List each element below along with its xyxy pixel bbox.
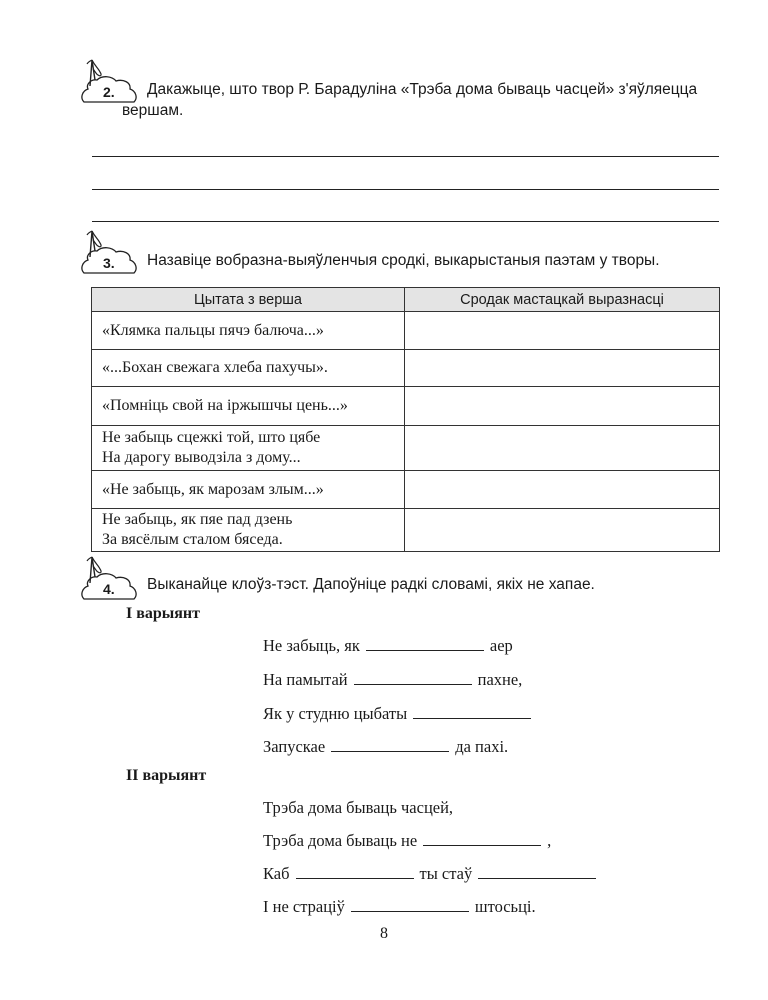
quote-cell xyxy=(92,350,405,387)
task-number: 4. xyxy=(103,581,115,597)
cloze-text: Каб xyxy=(263,864,290,883)
table-row xyxy=(92,312,720,350)
task-number: 3. xyxy=(103,255,115,271)
cloze-line xyxy=(263,704,537,724)
answer-cell[interactable] xyxy=(405,312,720,350)
task-2-text-line2: вершам. xyxy=(122,102,184,119)
cloze-line xyxy=(263,670,522,690)
column-header-device: Сродак мастацкай выразнасці xyxy=(405,288,720,312)
quote-cell xyxy=(92,471,405,509)
cloze-text: да пахі. xyxy=(455,737,509,756)
poem-line: Трэба дома бываць часцей, xyxy=(263,798,454,817)
cloze-blank[interactable] xyxy=(413,717,531,719)
cloze-text: , xyxy=(547,831,552,850)
quote-line: «Клямка пальцы пячэ балюча...» xyxy=(102,321,324,339)
task-2-text xyxy=(147,79,727,100)
task-number: 2. xyxy=(103,84,115,100)
answer-cell[interactable] xyxy=(405,387,720,426)
table-row xyxy=(92,426,720,471)
quote-cell xyxy=(92,387,405,426)
cloze-line xyxy=(263,831,551,851)
cloze-text: аер xyxy=(489,636,513,655)
task-2-text-line1: Дакажыце, што твор Р. Барадуліна «Трэба дома бываць часцей» з'яўляецца xyxy=(147,81,698,98)
answer-line[interactable] xyxy=(92,221,719,222)
cloze-text: Запускае xyxy=(263,737,326,756)
cloze-blank[interactable] xyxy=(351,910,469,912)
task-2-badge xyxy=(78,58,140,104)
table-row xyxy=(92,509,720,552)
cloze-text: ты стаў xyxy=(419,864,473,883)
task-4-text: Выканайце клоўз-тэст. Дапоўніце радкі словамі, якіх не хапае. xyxy=(147,576,595,593)
cloze-text: І не страціў xyxy=(263,897,345,916)
quote-line: Не забыць сцежкі той, што цябе xyxy=(102,429,321,446)
quote-cell xyxy=(92,426,405,471)
cloze-blank[interactable] xyxy=(296,877,414,879)
cloze-line xyxy=(263,897,536,917)
table-row xyxy=(92,350,720,387)
table-header-row xyxy=(92,288,720,312)
cloze-line xyxy=(263,737,508,757)
quote-line: За вясёлым сталом бяседа. xyxy=(102,531,283,548)
answer-cell[interactable] xyxy=(405,350,720,387)
cloze-text: штосьці. xyxy=(474,897,536,916)
answer-cell[interactable] xyxy=(405,426,720,471)
cloze-blank[interactable] xyxy=(478,877,596,879)
answer-cell[interactable] xyxy=(405,471,720,509)
table-row xyxy=(92,387,720,426)
task-3-text: Назавіце вобразна-выяўленчыя сродкі, выкарыстаныя паэтам у творы. xyxy=(147,252,660,269)
task-4-badge xyxy=(78,555,140,601)
variant-2-title: II варыянт xyxy=(126,767,207,784)
cloze-text: На памытай xyxy=(263,670,348,689)
cloze-blank[interactable] xyxy=(366,649,484,651)
answer-line[interactable] xyxy=(92,189,719,190)
cloze-text: Не забыць, як xyxy=(263,636,360,655)
answer-cell[interactable] xyxy=(405,509,720,552)
column-header-quote: Цытата з верша xyxy=(92,288,405,312)
cloze-text: Як у студню цыбаты xyxy=(263,704,408,723)
cloze-text: пахне, xyxy=(477,670,523,689)
cloze-text: Трэба дома бываць не xyxy=(263,831,418,850)
task-2-text-wrap xyxy=(122,100,183,121)
quote-cell xyxy=(92,509,405,552)
quote-cell xyxy=(92,312,405,350)
cloze-line xyxy=(263,636,513,656)
quote-line: «Не забыць, як марозам злым...» xyxy=(102,480,324,498)
task-3-badge xyxy=(78,229,140,275)
page-number: 8 xyxy=(380,925,388,942)
cloze-blank[interactable] xyxy=(423,844,541,846)
figures-of-speech-table xyxy=(91,287,720,552)
answer-line[interactable] xyxy=(92,156,719,157)
quote-line: «...Бохан свежага хлеба пахучы». xyxy=(102,359,328,376)
quote-line: Не забыць, як пяе пад дзень xyxy=(102,511,293,528)
variant-1-title: I варыянт xyxy=(126,605,200,622)
cloze-blank[interactable] xyxy=(354,683,472,685)
table-row xyxy=(92,471,720,509)
quote-line: На дарогу выводзіла з дому... xyxy=(102,449,301,466)
quote-line: «Помніць свой на іржышчы цень...» xyxy=(102,397,348,414)
cloze-blank[interactable] xyxy=(331,750,449,752)
cloze-line xyxy=(263,864,602,884)
